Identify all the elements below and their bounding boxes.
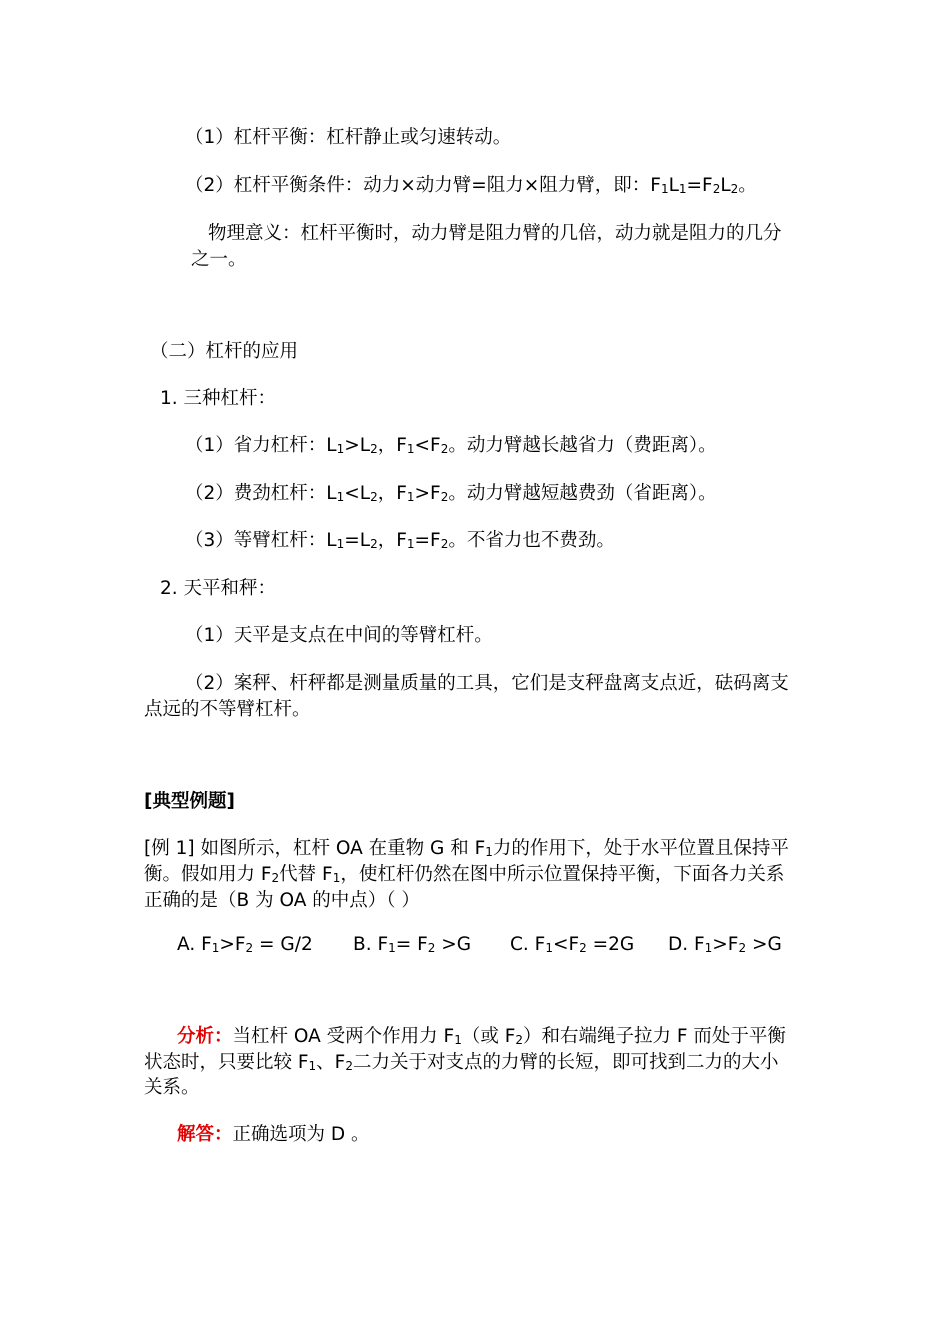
question-line1: [例 1] 如图所示，杠杆 OA 在重物 G 和 $F_1$力的作用下，处于水平位置且保持平 xyxy=(144,838,789,859)
section-heading-applications: （二）杠杆的应用 xyxy=(150,341,299,362)
balance-condition: （2）杠杆平衡条件：动力×动力臂=阻力×阻力臂，即：$F_1L_1=F_2L_2$。 xyxy=(185,175,757,196)
answer-line: 解答：正确选项为 D 。 xyxy=(177,1124,370,1145)
question-line2: 衡。假如用力 $F_2$代替 $F_1$，使杠杆仍然在图中所示位置保持平衡，下面各力关系 xyxy=(144,864,785,885)
examples-heading: [典型例题] xyxy=(144,791,235,812)
option-d: D. $F_1>F_2 >G$ xyxy=(668,934,782,955)
physical-meaning-line1: 物理意义：杠杆平衡时，动力臂是阻力臂的几倍，动力就是阻力的几分 xyxy=(208,223,782,244)
option-b: B. $F_1= F_2 >G$ xyxy=(353,934,472,955)
answer-label: 解答： xyxy=(177,1124,233,1145)
lever-force-costing: （2）费劲杠杆：$L_1<L_2$，$F_1>F_2$。动力臂越短越费劲（省距离）。 xyxy=(185,483,717,504)
analysis-line2: 状态时，只要比较 $F_1$、$F_2$二力关于对支点的力臂的长短，即可找到二力的大小 xyxy=(144,1052,779,1073)
scale-steelyard-line1: （2）案秤、杆秤都是测量质量的工具，它们是支秤盘离支点近，砝码离支 xyxy=(185,673,789,694)
question-line3: 正确的是（B 为 OA 的中点）（ ） xyxy=(144,890,420,911)
lever-force-saving: （1）省力杠杆：$L_1>L_2$，$F_1<F_2$。动力臂越长越省力（费距离）。 xyxy=(185,435,717,456)
lever-equal-arm: （3）等臂杠杆：$L_1=L_2$，$F_1=F_2$。不省力也不费劲。 xyxy=(185,530,615,551)
scale-balance: （1）天平是支点在中间的等臂杠杆。 xyxy=(185,625,493,646)
physical-meaning-line2: 之一。 xyxy=(191,249,247,270)
option-c: C. $F_1<F_2 =2G$ xyxy=(510,934,635,955)
analysis-line1: 分析：当杠杆 OA 受两个作用力 $F_1$（或 $F_2$）和右端绳子拉力 F 而处于平衡 xyxy=(177,1026,786,1047)
option-a: A. $F_1>F_2 = G/2$ xyxy=(177,934,313,955)
item-balance-scales: 2. 天平和秤： xyxy=(160,578,277,599)
analysis-line3: 关系。 xyxy=(144,1077,200,1098)
scale-steelyard-line2: 点远的不等臂杠杆。 xyxy=(144,699,311,720)
analysis-label: 分析： xyxy=(177,1026,233,1047)
item-three-levers: 1. 三种杠杆： xyxy=(160,388,277,409)
balance-definition: （1）杠杆平衡：杠杆静止或匀速转动。 xyxy=(185,127,512,148)
